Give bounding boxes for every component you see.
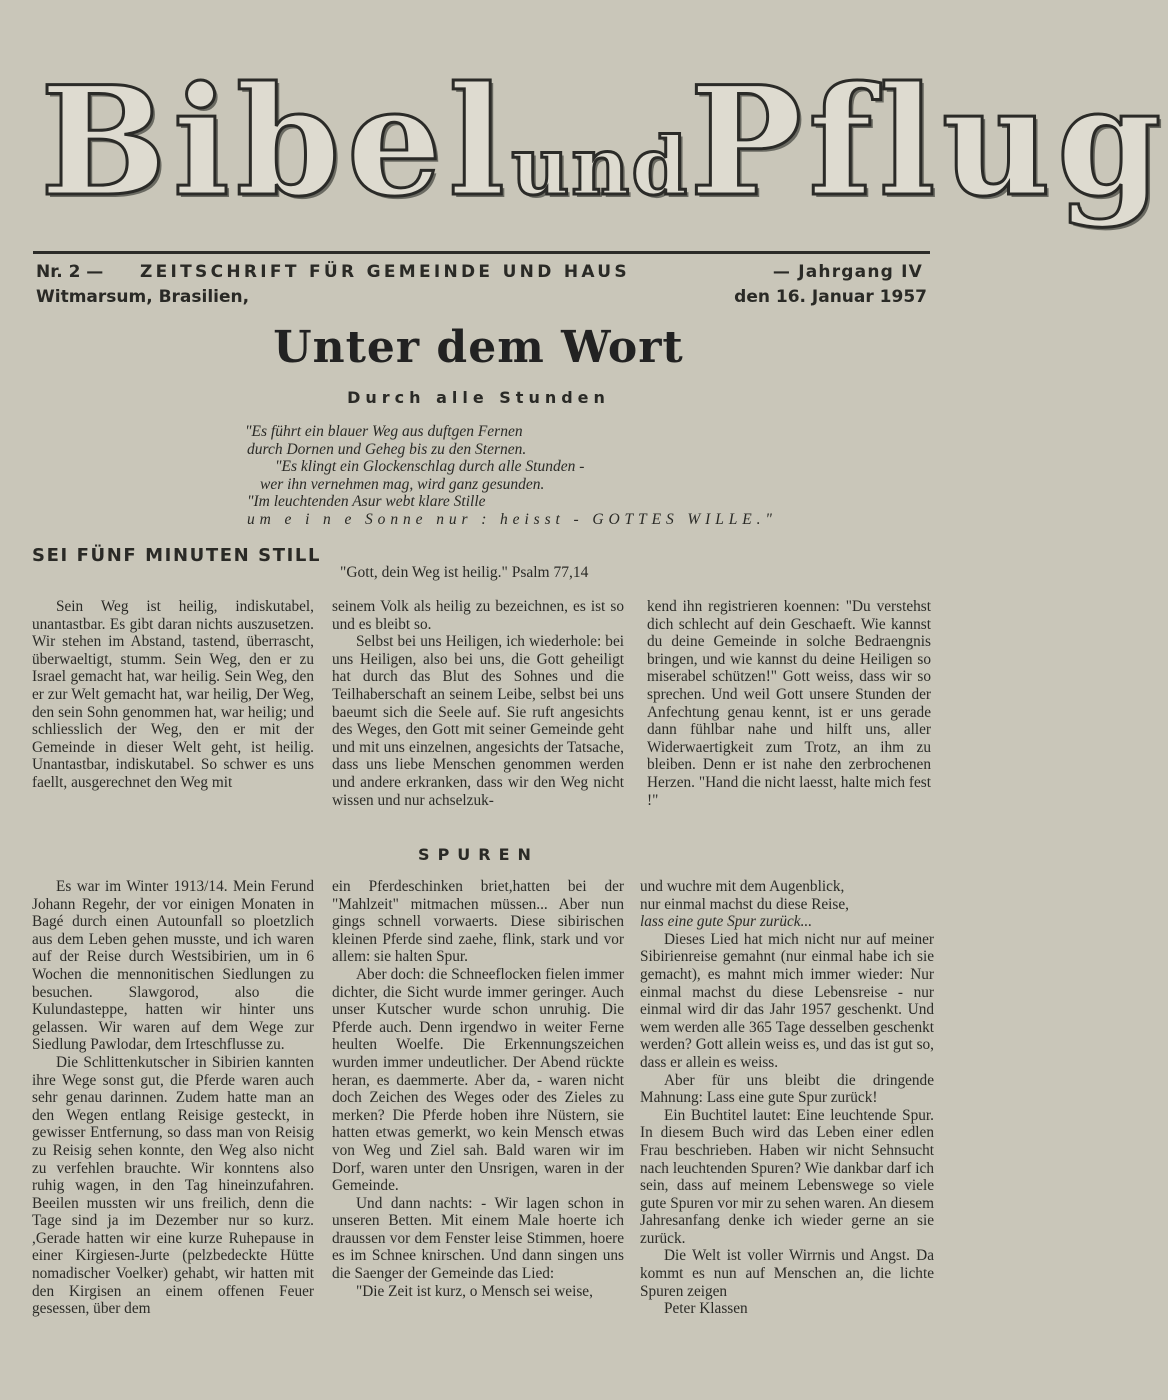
paragraph: Die Welt ist voller Wirrnis und Angst. Da kommt es nun auf Menschen an, die lichte Spuren zeigen <box>640 1247 934 1300</box>
lyric-line: "Die Zeit ist kurz, o Mensch sei weise, <box>356 1282 593 1300</box>
article2-column-1 <box>32 878 314 1318</box>
paragraph: Aber für uns bleibt die dringende Mahnung: Lass eine gute Spur zurück! <box>640 1071 934 1107</box>
article-epigraph: "Gott, dein Weg ist heilig." Psalm 77,14 <box>340 564 589 581</box>
lyric-line: und wuchre mit dem Augenblick, <box>640 878 845 895</box>
article2-column-2 <box>332 878 624 1300</box>
poem-line: wer ihn vernehmen mag, wird ganz gesunden. <box>260 476 545 493</box>
paragraph: Und dann nachts: - Wir lagen schon in unseren Betten. Mit einem Male hoerte ich draussen vor dem Fenster leise Stimmen, hoere es im Schnee knirschen. Und dann singen uns die Saenger der Gemeinde das Lied: <box>332 1194 624 1283</box>
paragraph: Ein Buchtitel lautet: Eine leuchtende Spur. In diesem Buch wird das Leben einer edlen Frau beschrieben. Haben wir nicht Sehnsucht nach leuchtenden Spuren? Wie dankbar darf ich sein, dass auf meinem Lebenswege so viele gute Spuren vor mir zu sehen waren. An diesem Jahresanfang denke ich wieder gerne an sie zurück. <box>640 1106 934 1247</box>
paragraph: Selbst bei uns Heiligen, ich wiederhole: bei uns Heiligen, also bei uns, die Gott geheiligt hat durch das Blut des Sohnes und die Teilhaberschaft an seinem Leibe, selbst bei uns baeumt sich die Seele auf. Sie ruft angesichts des Weges, den Gott mit seiner Gemeinde geht und mit uns einzelnen, angesichts der Tatsache, dass uns liebe Menschen genommen werden und andere erkranken, dass wir den Weg nicht wissen und nur achselzuk- <box>332 633 624 809</box>
lyric-line: lass eine gute Spur zurück... <box>640 913 813 931</box>
paragraph: Aber doch: die Schneeflocken fielen immer dichter, die Sicht wurde immer geringer. Auch unser Kutscher wurde schon unruhig. Die Pferde auch. Denn irgendwo in weiter Ferne heulten Woelfe. Die Erkennungszeichen wurden immer undeutlicher. Der Abend rückte heran, es daemmerte. Aber da, - waren nicht doch Zeichen des Weges oder des Zieles zu merken? Die Pferde hoben ihre Nüstern, sie hatten etwas gemerkt, wo kein Mensch etwas von Weg und Ziel sah. Bald waren wir im Dorf, waren unter den Unsrigen, waren in der Gemeinde. <box>332 965 624 1195</box>
article-headline: SEI FÜNF MINUTEN STILL <box>32 545 322 566</box>
masthead-word-und: und <box>511 119 690 213</box>
paragraph: Die Schlittenkutscher in Sibirien kannten ihre Wege sonst gut, die Pferde waren auch sehr genau darinnen. Zudem hatte man an den Wegen entlang Reisige gesteckt, in gewisser Entfernung, so dass man von Reisig zu Reisig sehen konnte, den Weg also nicht zu verfehlen brauchte. Wir konntens also ruhig wagen, in den Tag hineinzufahren. Beeilen mussten wir uns freilich, denn die Tage sind ja im Dezember nur so kurz. ,Gerade hatten wir eine kurze Ruhepause in einer Kirgiesen-Jurte (pelzbedeckte Hütte nomadischer Voelker) gehabt, wir hatten mit den Kirgisen an einem offenen Feuer gesessen, über dem <box>32 1053 314 1318</box>
poem-line: um e i n e Sonne nur : heisst - GOTTES WILLE." <box>247 511 777 528</box>
tagline: ZEITSCHRIFT FÜR GEMEINDE UND HAUS <box>140 262 630 282</box>
paragraph: seinem Volk als heilig zu bezeichnen, es ist so und es bleibt so. <box>332 598 624 633</box>
article-headline-spuren: SPUREN <box>418 845 539 864</box>
article1-column-2 <box>332 598 624 809</box>
paragraph: Es war im Winter 1913/14. Mein Ferund Johann Regehr, der vor einigen Monaten in Bagé durch einen Autounfall so ploetzlich aus dem Leben gehen musste, und ich waren auf der Reise durch Westsibirien, um in 6 Wochen die mennonitischen Siedlungen zu besuchen. Slawgorod, also die Kulundasteppe, hatten wir hinter uns gelassen. Wir waren auf dem Wege zur Siedlung Pawlodar, dem Irteschflusse zu. <box>32 878 314 1054</box>
lyric-line: nur einmal machst du diese Reise, <box>640 895 850 913</box>
volume: — Jahrgang IV <box>772 262 923 282</box>
article2-column-3 <box>640 878 934 1318</box>
poem-line: durch Dornen und Geheg bis zu den Sternen. <box>247 441 527 458</box>
section-subtitle: Durch alle Stunden <box>347 388 610 407</box>
masthead-word-pflug: Pflug <box>689 54 1168 230</box>
poem-line: "Es klingt ein Glockenschlag durch alle Stunden - <box>275 458 585 475</box>
author-signature: Peter Klassen <box>664 1300 748 1318</box>
issue-number: Nr. 2 — <box>36 262 104 282</box>
poem-line: "Es führt ein blauer Weg aus duftgen Fernen <box>245 423 523 440</box>
paragraph: kend ihn registrieren koennen: "Du verstehst dich schlecht auf dein Geschaeft. Wie kannst du deine Gemeinde in solche Bedraengnis bringen, und wie kannst du deine Heiligen so miserabel schützen!" Gott weiss, dass wir so sprechen. Und weil Gott unsere Stunden der Anfechtung genau kennt, ist er uns gerade dann fühlbar nahe und hilft uns, aller Widerwaertigkeit zum Trotz, an ihm zu bleiben. Denn er ist nahe den zerbrochenen Herzen. "Hand die nicht laesst, halte mich fest !" <box>647 598 931 809</box>
masthead-word-bibel: Bibel <box>40 54 512 230</box>
masthead-rule <box>33 251 930 254</box>
masthead-title <box>40 40 1168 245</box>
publication-place: Witmarsum, Brasilien, <box>36 287 250 307</box>
paragraph: ein Pferdeschinken briet,hatten bei der "Mahlzeit" mitmachen müssen... Aber nun gings schnell vorwaerts. Diese sibirischen kleinen Pferde sind zaehe, flink, stark und vor allem: sie halten Spur. <box>332 878 624 966</box>
article1-column-3 <box>647 598 931 809</box>
section-title: Unter dem Wort <box>273 322 684 373</box>
publication-date: den 16. Januar 1957 <box>734 287 927 307</box>
poem-line: "Im leuchtenden Asur webt klare Stille <box>247 493 486 510</box>
paragraph: Dieses Lied hat mich nicht nur auf meiner Sibirienreise gemahnt (nur einmal habe ich sie gemacht), es mahnt mich immer wieder: Nur einmal machst du diese Lebensreise - nur einmal wird dir das Jahr 1957 geschenkt. Und wem werden alle 365 Tage desselben geschenkt werden? Gott allein weiss es, und das ist gut so, dass er allein es weiss. <box>640 930 934 1071</box>
article1-column-1 <box>32 598 314 792</box>
paragraph: Sein Weg ist heilig, indiskutabel, unantastbar. Es gibt daran nichts auszusetzen. Wir stehen im Abstand, tastend, überrascht, überwaeltigt, stumm. Sein Weg, den er zu Israel gemacht hat, war heilig. Sein Weg, den er zur Welt gemacht hat, war heilig, Der Weg, den sein Sohn genommen hat, war heilig; und schliesslich der Weg, den er mit der Gemeinde in dieser Welt geht, ist heilig. Unantastbar, indiskutabel. So schwer es uns faellt, ausgerechnet den Weg mit <box>32 598 314 791</box>
